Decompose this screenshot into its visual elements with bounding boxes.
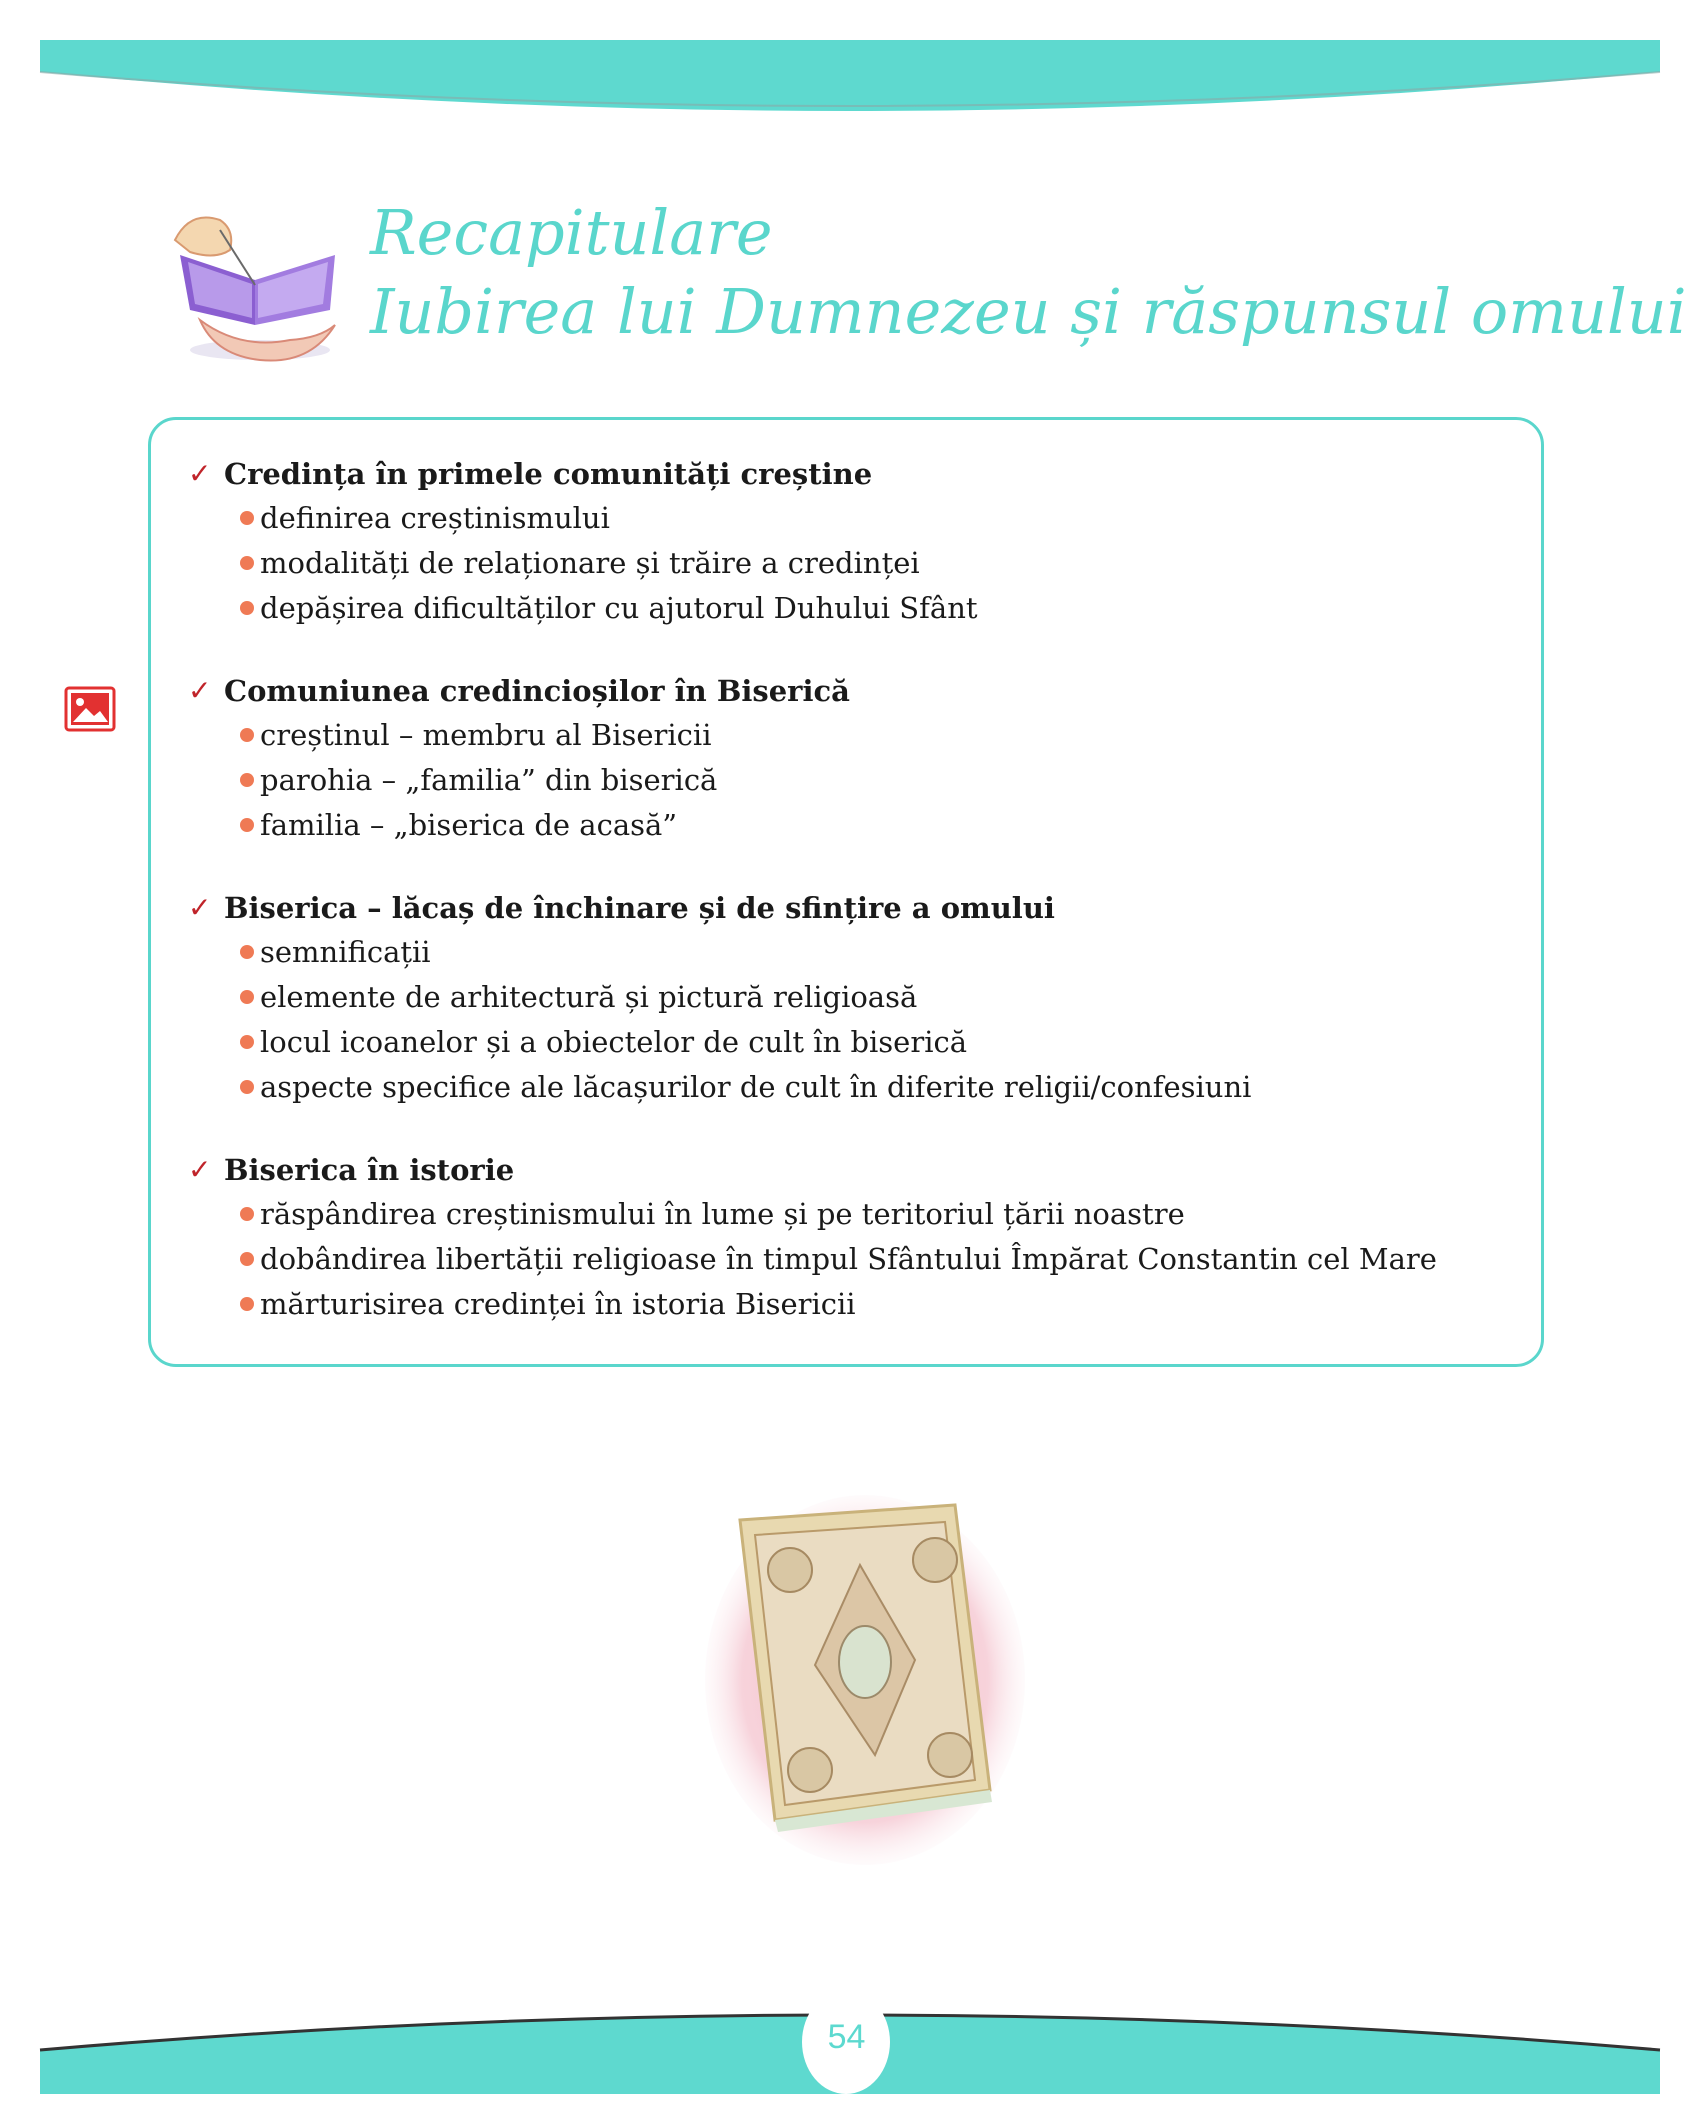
bullet-dot-icon xyxy=(240,511,254,525)
page-number: 54 xyxy=(827,2018,866,2056)
bullet-dot-icon xyxy=(240,1080,254,1094)
list-item: parohia – „familia” din biserică xyxy=(188,758,1508,803)
bullet-dot-icon xyxy=(240,945,254,959)
page-title xyxy=(370,196,1687,349)
list-item: răspândirea creștinismului în lume și pe teritoriul țării noastre xyxy=(188,1192,1508,1237)
list-item: aspecte specifice ale lăcașurilor de cult în diferite religii/confesiuni xyxy=(188,1065,1508,1110)
bullet-dot-icon xyxy=(240,728,254,742)
bullet-dot-icon xyxy=(240,1297,254,1311)
section-biserica-lacas xyxy=(188,886,1508,1110)
bullet-list xyxy=(188,1192,1508,1327)
list-item: definirea creștinismului xyxy=(188,496,1508,541)
list-item: elemente de arhitectură și pictură religioasă xyxy=(188,975,1508,1020)
image-gallery-icon[interactable] xyxy=(64,686,116,732)
summary-sections xyxy=(188,452,1508,1365)
section-heading xyxy=(188,886,1508,930)
section-heading xyxy=(188,1148,1508,1192)
list-item: modalități de relaționare și trăire a credinței xyxy=(188,541,1508,586)
bullet-dot-icon xyxy=(240,1035,254,1049)
title-subject: Iubirea lui Dumnezeu și răspunsul omului xyxy=(370,275,1687,349)
bullet-dot-icon xyxy=(240,818,254,832)
bullet-dot-icon xyxy=(240,1207,254,1221)
list-item: dobândirea libertății religioase în timpul Sfântului Împărat Constantin cel Mare xyxy=(188,1237,1508,1282)
section-heading xyxy=(188,669,1508,713)
list-item: creștinul – membru al Bisericii xyxy=(188,713,1508,758)
section-heading-text: Biserica în istorie xyxy=(224,1153,515,1187)
section-heading-text: Comuniunea credincioșilor în Biserică xyxy=(224,674,850,708)
bullet-dot-icon xyxy=(240,773,254,787)
section-credinta xyxy=(188,452,1508,631)
section-heading-text: Biserica – lăcaș de închinare și de sfințire a omului xyxy=(224,891,1055,925)
checkmark-icon: ✓ xyxy=(188,1153,212,1186)
list-item: familia – „biserica de acasă” xyxy=(188,803,1508,848)
bottom-decorative-band xyxy=(0,1990,1693,2126)
gospel-book-illustration xyxy=(700,1490,1030,1870)
open-book-hands-icon xyxy=(160,200,350,370)
bullet-list xyxy=(188,713,1508,848)
checkmark-icon: ✓ xyxy=(188,891,212,924)
bullet-dot-icon xyxy=(240,990,254,1004)
bullet-dot-icon xyxy=(240,1252,254,1266)
bullet-dot-icon xyxy=(240,601,254,615)
list-item: locul icoanelor și a obiectelor de cult în biserică xyxy=(188,1020,1508,1065)
top-decorative-band xyxy=(0,0,1693,140)
bullet-list xyxy=(188,930,1508,1110)
list-item: depășirea dificultăților cu ajutorul Duhului Sfânt xyxy=(188,586,1508,631)
title-recapitulare: Recapitulare xyxy=(370,196,773,269)
section-comuniunea xyxy=(188,669,1508,848)
section-biserica-istorie xyxy=(188,1148,1508,1327)
bullet-dot-icon xyxy=(240,556,254,570)
bullet-list xyxy=(188,496,1508,631)
checkmark-icon: ✓ xyxy=(188,457,212,490)
checkmark-icon: ✓ xyxy=(188,674,212,707)
section-heading-text: Credința în primele comunități creștine xyxy=(224,457,873,491)
list-item: semnificații xyxy=(188,930,1508,975)
list-item: mărturisirea credinței în istoria Bisericii xyxy=(188,1282,1508,1327)
section-heading xyxy=(188,452,1508,496)
